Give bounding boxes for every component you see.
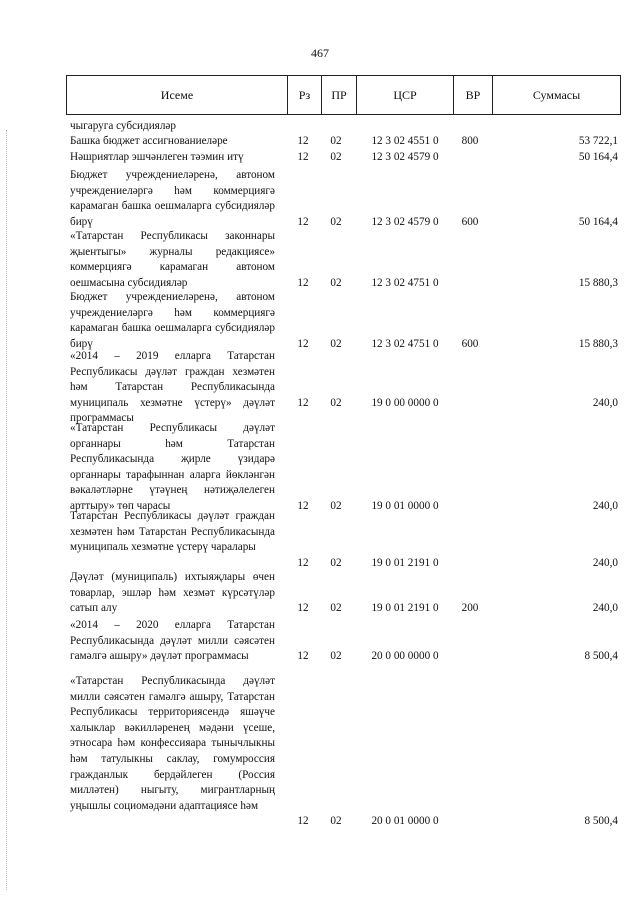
row-name: «2014 – 2020 елларга Татарстан Республикасында дәүләт милли сәясәтен гамәлгә ашыру» дәүләт программасы [70,619,275,663]
row-sum: 8 500,4 [584,815,618,828]
row-csr: 19 0 00 0000 0 [371,396,439,409]
table-header [66,75,621,115]
table-row [0,290,640,348]
page-number: 467 [311,46,329,60]
row-sum: 15 880,3 [578,276,618,289]
table-row [0,509,640,569]
row-name: Бюджет учреждениеләренә, автоном учреждениеләргә һәм коммерциягә карамаган башка оешмаларга субсидияләр бирү [70,169,275,228]
table-row [0,674,640,828]
row-sum: 240,0 [592,556,618,569]
table-row [0,229,640,289]
row-name: Дәүләт (муниципаль) ихтыяҗлары өчен товарлар, эшләр һәм хезмәт күрсәтүләр сатып алу [70,571,275,615]
header-pr: ПР [322,76,357,115]
row-csr: 19 0 01 0000 0 [371,500,439,512]
row-name: Бюджет учреждениеләренә, автоном учреждениеләргә һәм коммерциягә карамаган башка оешмаларга субсидияләр бирү [70,291,275,350]
table-row [0,150,640,166]
row-csr: 12 3 02 4579 0 [371,151,439,163]
table-row [0,349,640,425]
header-sum: Суммасы [493,76,621,115]
table-row [0,421,640,512]
row-pr: 02 [330,602,342,615]
row-sum: 240,0 [592,602,618,615]
row-name: Нәшриятлар эшчәнлеген тәэмин итү [70,151,244,163]
row-vr: 600 [461,337,479,350]
row-name: «2014 – 2019 елларга Татарстан Республикасы дәүләт граждан хезмәтен һәм Татарстан Республикасында муниципаль хезмәтне үстерү» дәүләт программасы [70,350,275,425]
row-rz: 12 [297,215,309,228]
row-sum: 240,0 [592,500,618,512]
row-sum: 50 164,4 [578,151,618,163]
row-pr: 02 [330,151,342,163]
row-vr: 600 [461,215,479,228]
row-rz: 12 [297,815,309,828]
row-rz: 12 [297,151,309,163]
row-name: чыгаруга субсидияләр [70,120,176,132]
header-name: Исеме [67,76,288,115]
table-row [0,618,640,672]
row-sum: 50 164,4 [578,215,618,228]
row-sum: 53 722,1 [578,135,618,147]
row-sum: 8 500,4 [584,650,618,663]
row-name: «Татарстан Республикасы законнары җыентыгы» журналы редакциясе» коммерциягә карамаган автоном оешмасына субсидияләр [70,230,275,289]
row-pr: 02 [330,500,342,512]
row-name: «Татарстан Республикасында дәүләт милли сәясәтен гамәлгә ашыру, Татарстан Республикасы территориясендә яшәүче халыклар вәкилләренең мәдәни үсеше, этносара һәм конфессияара тынычлыкны һәм татулыкны саклау, гомумроссия гражданлык бердәйлеген (Россия милләтен) ныгыту, мигрантларның уңышлы социомәдәни адаптациясе һәм [70,675,275,812]
table-row [0,119,640,133]
table-row [0,570,640,617]
row-csr: 20 0 00 0000 0 [371,650,439,663]
row-pr: 02 [330,337,342,350]
row-name: Башка бюджет ассигнованиеләре [70,135,228,147]
row-sum: 15 880,3 [578,337,618,350]
row-name: Татарстан Республикасы дәүләт граждан хезмәтен һәм Татарстан Республикасында муниципаль хезмәтне үстерү чаралары [70,510,275,554]
row-rz: 12 [297,276,309,289]
row-rz: 12 [297,602,309,615]
row-rz: 12 [297,556,309,569]
row-rz: 12 [297,135,309,147]
row-rz: 12 [297,337,309,350]
row-csr: 19 0 01 2191 0 [371,602,439,615]
row-vr: 800 [461,135,479,147]
row-pr: 02 [330,276,342,289]
row-pr: 02 [330,135,342,147]
row-csr: 12 3 02 4551 0 [371,135,439,147]
header-csr: ЦСР [357,76,454,115]
header-rz: Рз [288,76,322,115]
row-pr: 02 [330,215,342,228]
row-csr: 12 3 02 4751 0 [371,337,439,350]
row-pr: 02 [330,815,342,828]
row-pr: 02 [330,396,342,409]
row-csr: 12 3 02 4579 0 [371,215,439,228]
row-pr: 02 [330,650,342,663]
row-pr: 02 [330,556,342,569]
row-sum: 240,0 [592,396,618,409]
row-rz: 12 [297,500,309,512]
table-row [0,134,640,150]
row-rz: 12 [297,396,309,409]
row-csr: 20 0 01 0000 0 [371,815,439,828]
row-vr: 200 [461,602,479,615]
row-rz: 12 [297,650,309,663]
row-csr: 19 0 01 2191 0 [371,556,439,569]
row-name: «Татарстан Республикасы дәүләт органнары һәм Татарстан Республикасында җирле үзидарә органнары тарафыннан аларга йөкләнгән вәкаләтләрне үтәүнең нәтиҗәлелеген арттыру» төп чарасы [70,422,275,512]
row-csr: 12 3 02 4751 0 [371,276,439,289]
table-row [0,168,640,228]
header-vr: ВР [454,76,493,115]
